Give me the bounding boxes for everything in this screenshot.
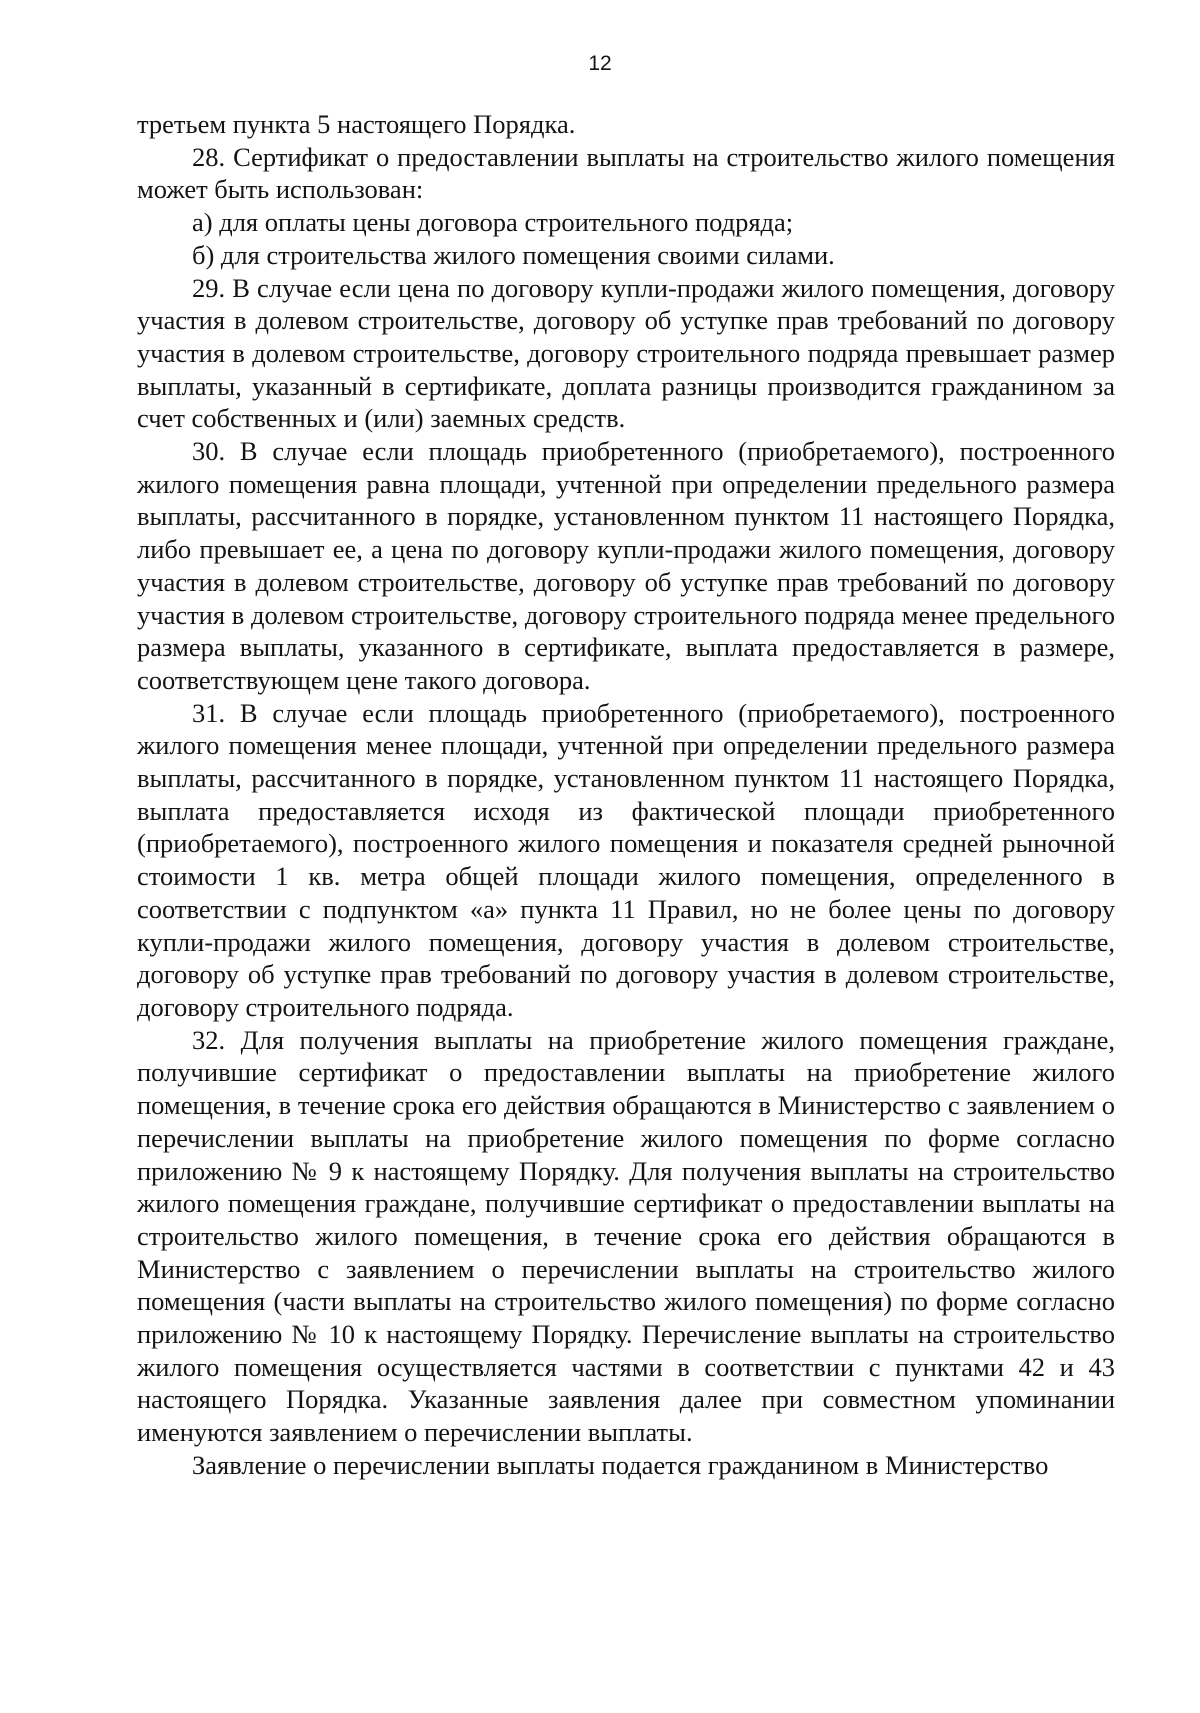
paragraph-28: 28. Сертификат о предоставлении выплаты на строительство жилого помещения может быть использован: <box>137 141 1115 205</box>
document-body <box>137 108 1115 1482</box>
paragraph-28-b: б) для строительства жилого помещения своими силами. <box>192 239 835 270</box>
paragraph-32-continuation: Заявление о перечислении выплаты подается гражданином в Министерство <box>192 1449 1049 1480</box>
paragraph-31: 31. В случае если площадь приобретенного (приобретаемого), построенного жилого помещения менее площади, учтенной при определении предельного размера выплаты, рассчитанного в порядке, установленном пунктом 11 настоящего Порядка, выплата предоставляется исходя из фактической площади приобретенного (приобретаемого), построенного жилого помещения и показателя средней рыночной стоимости 1 кв. метра общей площади жилого помещения, определенного в соответствии с подпунктом «а» пункта 11 Правил, но не более цены по договору купли-продажи жилого помещения, договору участия в долевом строительстве, договору об уступке прав требований по договору участия в долевом строительстве, договору строительного подряда. <box>137 697 1115 1022</box>
paragraph-continuation: третьем пункта 5 настоящего Порядка. <box>137 109 576 139</box>
page-number: 12 <box>588 52 612 75</box>
paragraph-29: 29. В случае если цена по договору купли-продажи жилого помещения, договору участия в долевом строительстве, договору об уступке прав требований по договору участия в долевом строительстве, договору строительного подряда превышает размер выплаты, указанный в сертификате, доплата разницы производится гражданином за счет собственных и (или) заемных средств. <box>137 272 1115 434</box>
paragraph-28-a: а) для оплаты цены договора строительного подряда; <box>192 207 794 238</box>
paragraph-32: 32. Для получения выплаты на приобретение жилого помещения граждане, получившие сертификат о предоставлении выплаты на приобретение жилого помещения, в течение срока его действия обращаются в Министерство с заявлением о перечислении выплаты на приобретение жилого помещения по форме согласно приложению № 9 к настоящему Порядку. Для получения выплаты на строительство жилого помещения граждане, получившие сертификат о предоставлении выплаты на строительство жилого помещения, в течение срока его действия обращаются в Министерство с заявлением о перечислении выплаты на строительство жилого помещения (части выплаты на строительство жилого помещения) по форме согласно приложению № 10 к настоящему Порядку. Перечисление выплаты на строительство жилого помещения осуществляется частями в соответствии с пунктами 42 и 43 настоящего Порядка. Указанные заявления далее при совместном упоминании именуются заявлением о перечислении выплаты. <box>137 1024 1115 1448</box>
paragraph-30: 30. В случае если площадь приобретенного (приобретаемого), построенного жилого помещения равна площади, учтенной при определении предельного размера выплаты, рассчитанного в порядке, установленном пунктом 11 настоящего Порядка, либо превышает ее, а цена по договору купли-продажи жилого помещения, договору участия в долевом строительстве, договору об уступке прав требований по договору участия в долевом строительстве, договору строительного подряда менее предельного размера выплаты, указанного в сертификате, выплата предоставляется в размере, соответствующем цене такого договора. <box>137 436 1115 695</box>
